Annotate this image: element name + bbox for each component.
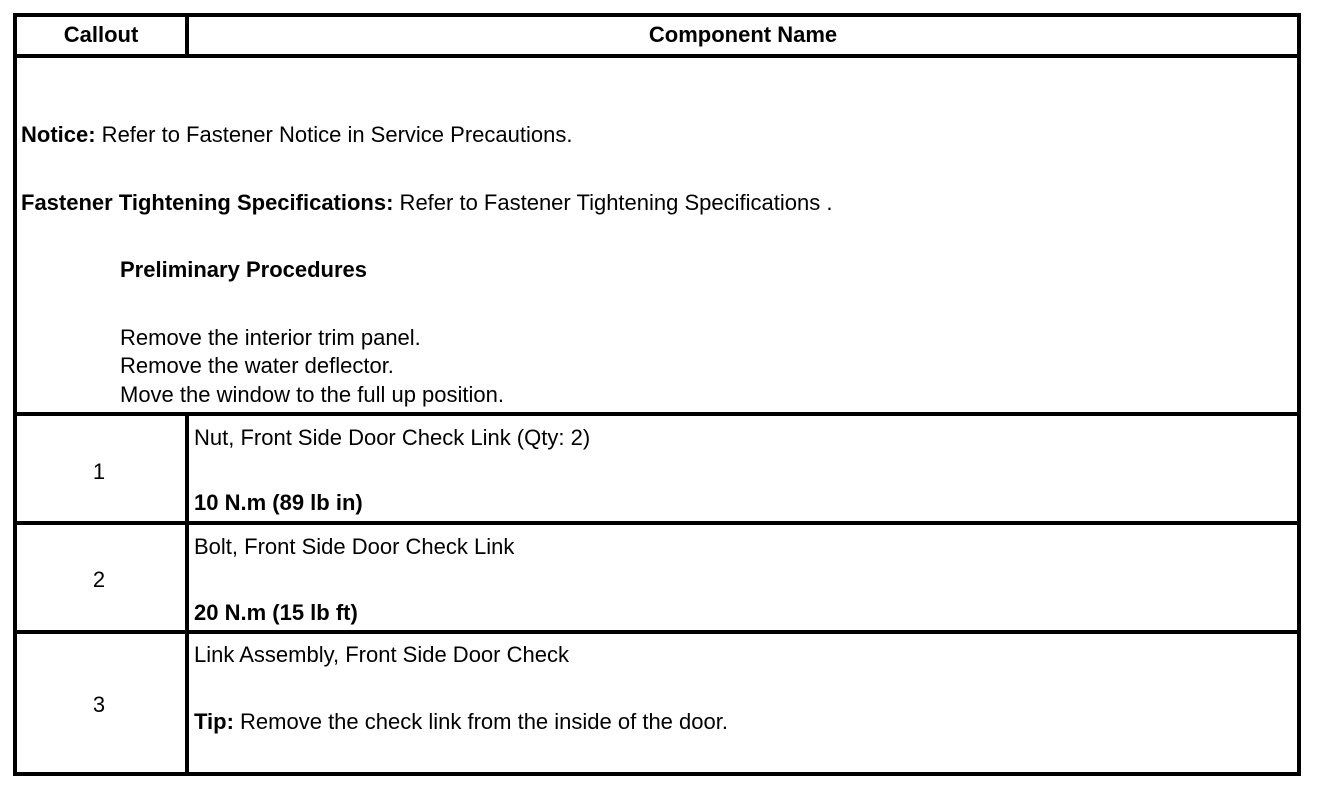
row-1-callout: 1 xyxy=(92,459,106,484)
row-1-name: Nut, Front Side Door Check Link (Qty: 2) xyxy=(194,425,591,450)
row-3-tip xyxy=(194,709,728,735)
step-3: Move the window to the full up position. xyxy=(120,382,505,407)
fastener-label: Fastener Tightening Specifications: xyxy=(21,190,394,215)
notice-text: Refer to Fastener Notice in Service Precautions. xyxy=(95,122,573,147)
notice-line xyxy=(21,122,572,148)
component-table xyxy=(13,13,1301,777)
column-divider-rows xyxy=(185,412,189,776)
intro-divider xyxy=(13,412,1301,416)
header-divider xyxy=(13,54,1301,58)
tip-label: Tip: xyxy=(194,709,234,734)
tip-text: Remove the check link from the inside of the door. xyxy=(233,709,728,734)
header-component-name: Component Name xyxy=(648,22,838,47)
step-2: Remove the water deflector. xyxy=(120,353,394,378)
row-2-spec: 20 N.m (15 lb ft) xyxy=(194,600,358,625)
fastener-line xyxy=(21,190,832,216)
table-border-right xyxy=(1297,13,1301,776)
step-1: Remove the interior trim panel. xyxy=(120,325,421,350)
row-2-callout: 2 xyxy=(92,567,106,592)
notice-label: Notice: xyxy=(21,122,96,147)
row-divider-2 xyxy=(13,630,1301,634)
header-callout: Callout xyxy=(63,22,139,47)
table-border-top xyxy=(13,13,1301,17)
table-border-left xyxy=(13,13,17,776)
row-divider-1 xyxy=(13,521,1301,525)
fastener-text: Refer to Fastener Tightening Specifications . xyxy=(393,190,833,215)
table-border-bottom xyxy=(13,772,1301,776)
preliminary-title: Preliminary Procedures xyxy=(120,257,368,282)
row-1-spec: 10 N.m (89 lb in) xyxy=(194,490,363,515)
row-3-callout: 3 xyxy=(92,692,106,717)
row-2-name: Bolt, Front Side Door Check Link xyxy=(194,534,515,559)
row-3-name: Link Assembly, Front Side Door Check xyxy=(194,642,569,667)
